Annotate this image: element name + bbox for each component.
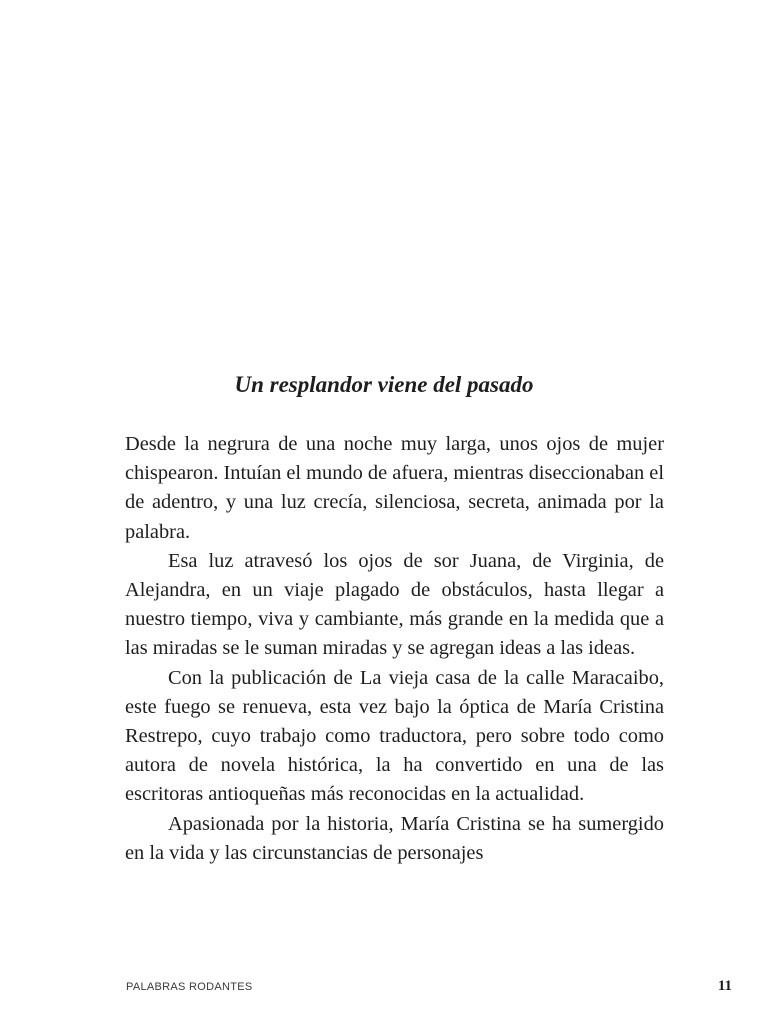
body-text [125, 430, 664, 868]
paragraph: Con la publicación de La vieja casa de la calle Maracaibo, este fuego se renueva, esta vez bajo la óptica de María Cristina Restrepo, cuyo trabajo como traductora, pero sobre todo como autora de novela histórica, la ha convertido en una de las escritoras antioqueñas más reconocidas en la actualidad. [125, 666, 664, 806]
paragraph: Esa luz atravesó los ojos de sor Juana, de Virginia, de Alejandra, en un viaje plagado de obstáculos, hasta llegar a nuestro tiempo, viva y cambiante, más grande en la medida que a las miradas se le suman miradas y se agregan ideas a las ideas. [125, 549, 664, 660]
page-title: Un resplandor viene del pasado [234, 372, 534, 397]
footer-series-label: PALABRAS RODANTES [126, 981, 253, 993]
paragraph: Desde la negrura de una noche muy larga, unos ojos de mujer chispearon. Intuían el mundo de afuera, mientras diseccionaban el de adentro, y una luz crecía, silenciosa, secreta, animada por la palabra. [125, 433, 665, 543]
page-number: 11 [717, 978, 732, 994]
paragraph: Apasionada por la historia, María Cristina se ha sumergido en la vida y las circunstancias de personajes [125, 812, 664, 864]
